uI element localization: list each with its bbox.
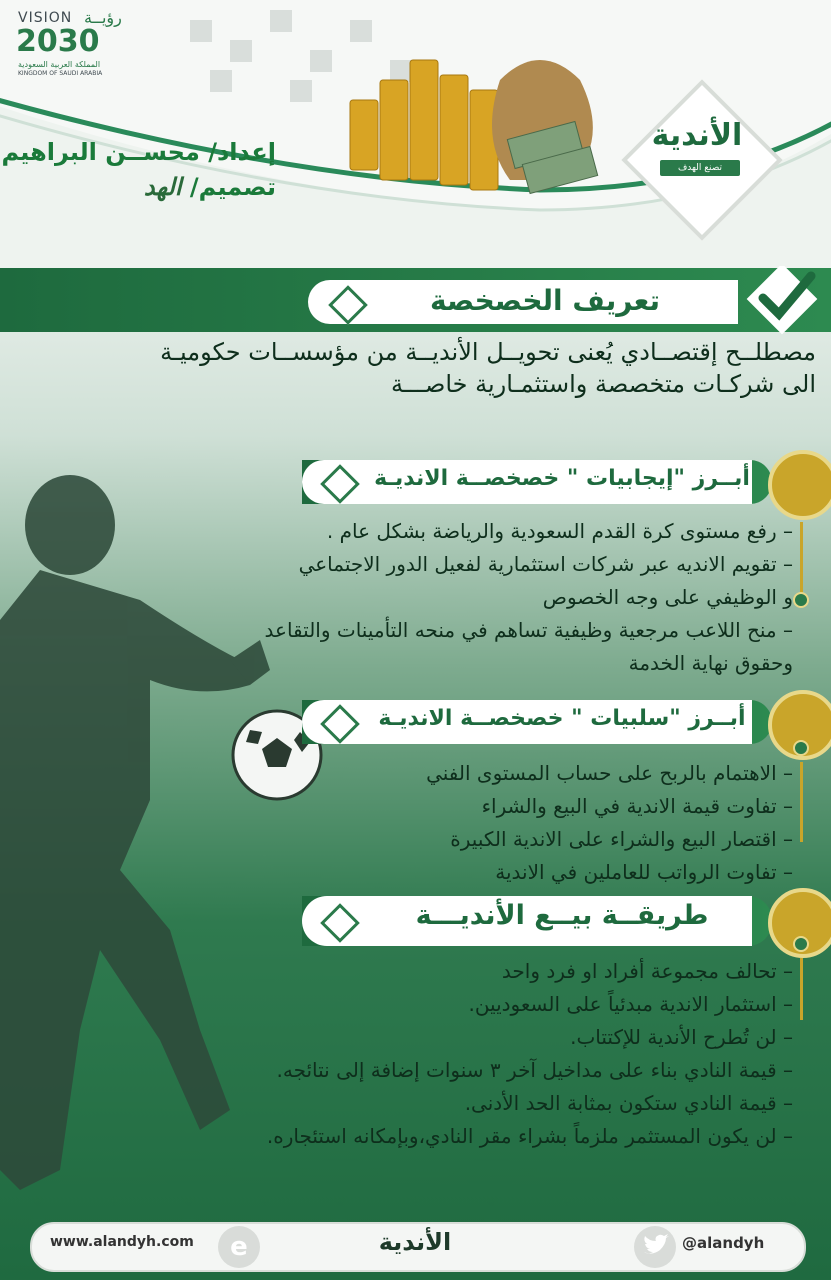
positives-title: أبــرز "إيجابيات " خصخصــة الانديـة — [374, 466, 750, 491]
negatives-title: أبــرز "سلبيات " خصخصــة الانديـة — [378, 706, 746, 731]
footer-logo-text: الأندية — [378, 1228, 452, 1256]
definition-line-1: مصطلــح إقتصــادي يُعنى تحويــل الأنديــة من مؤسســات حكوميـة — [160, 338, 816, 366]
sale-item-1: – تحالف مجموعة أفراد او فرد واحد — [501, 959, 793, 983]
negatives-bulb — [793, 740, 809, 756]
positive-item-2: – تقويم الانديه عبر شركات استثمارية لفعيل الدور الاجتماعي — [298, 552, 793, 576]
sale-item-2: – استثمار الاندية مبدئياً على السعوديين. — [468, 992, 793, 1016]
negative-item-2: – تفاوت قيمة الاندية في البيع والشراء — [481, 794, 793, 818]
positive-item-3: و الوظيفي على وجه الخصوص — [542, 585, 793, 609]
negative-item-1: – الاهتمام بالربح على حساب المستوى الفني — [426, 761, 793, 785]
sale-bulb — [793, 936, 809, 952]
kingdom-english: KINGDOM OF SAUDI ARABIA — [18, 70, 103, 77]
credits — [1, 138, 276, 201]
vision-arabic: رؤيــة — [84, 8, 122, 27]
positives-circle-icon — [768, 450, 831, 520]
positive-item-4: – منح اللاعب مرجعية وظيفية تساهم في منحه التأمينات والتقاعد — [264, 618, 793, 642]
prepared-by: إعداد/ محســن البراهيم — [1, 138, 276, 166]
positives-bulb — [793, 592, 809, 608]
vision-label: VISION — [18, 10, 73, 26]
sale-title: طريقــة بيــع الأنديـــة — [415, 900, 709, 931]
twitter-icon[interactable] — [634, 1226, 676, 1268]
design-by-line — [1, 172, 276, 201]
sale-item-5: – قيمة النادي ستكون بمثابة الحد الأدنى. — [464, 1091, 793, 1115]
negatives-list — [313, 757, 793, 889]
vision-year: 2030 — [16, 24, 100, 59]
positives-list — [33, 515, 793, 680]
definition-text — [16, 336, 816, 400]
sale-list — [133, 955, 793, 1153]
checkmark-icon — [745, 266, 825, 336]
definition-line-2: الى شركـات متخصصة واستثمـارية خاصـــة — [391, 370, 816, 398]
web-e-icon: e — [218, 1226, 260, 1268]
twitter-handle[interactable]: @alandyh — [682, 1234, 765, 1252]
definition-title: تعريف الخصخصة — [430, 284, 660, 317]
website-link[interactable]: www.alandyh.com — [50, 1234, 194, 1250]
vision-2030-logo — [16, 8, 131, 78]
alandyh-logo-tagline: تصنع الهدف — [660, 160, 740, 176]
sale-item-3: – لن تُطرح الأندية للإكتتاب. — [570, 1025, 793, 1049]
money-illustration — [340, 30, 610, 210]
positive-item-5: وحقوق نهاية الخدمة — [628, 651, 793, 675]
sale-stem — [800, 958, 803, 1020]
negative-item-4: – تفاوت الرواتب للعاملين في الاندية — [495, 860, 793, 884]
sale-item-4: – قيمة النادي بناء على مداخيل آخر ٣ سنوات إضافة إلى نتائجه. — [276, 1058, 793, 1082]
sale-item-6: – لن يكون المستثمر ملزماً بشراء مقر النادي،وبإمكانه استئجاره. — [266, 1124, 793, 1148]
negatives-stem — [800, 762, 803, 842]
negative-item-3: – اقتصار البيع والشراء على الاندية الكبيرة — [450, 827, 793, 851]
kingdom-arabic: المملكة العربية السعودية — [18, 60, 101, 69]
positives-stem — [800, 522, 803, 600]
designer-signature: الهد — [143, 172, 182, 201]
design-by: تصميم/ — [189, 173, 276, 201]
positive-item-1: – رفع مستوى كرة القدم السعودية والرياضة بشكل عام . — [326, 519, 793, 543]
alandyh-logo-text: الأندية — [651, 118, 743, 153]
